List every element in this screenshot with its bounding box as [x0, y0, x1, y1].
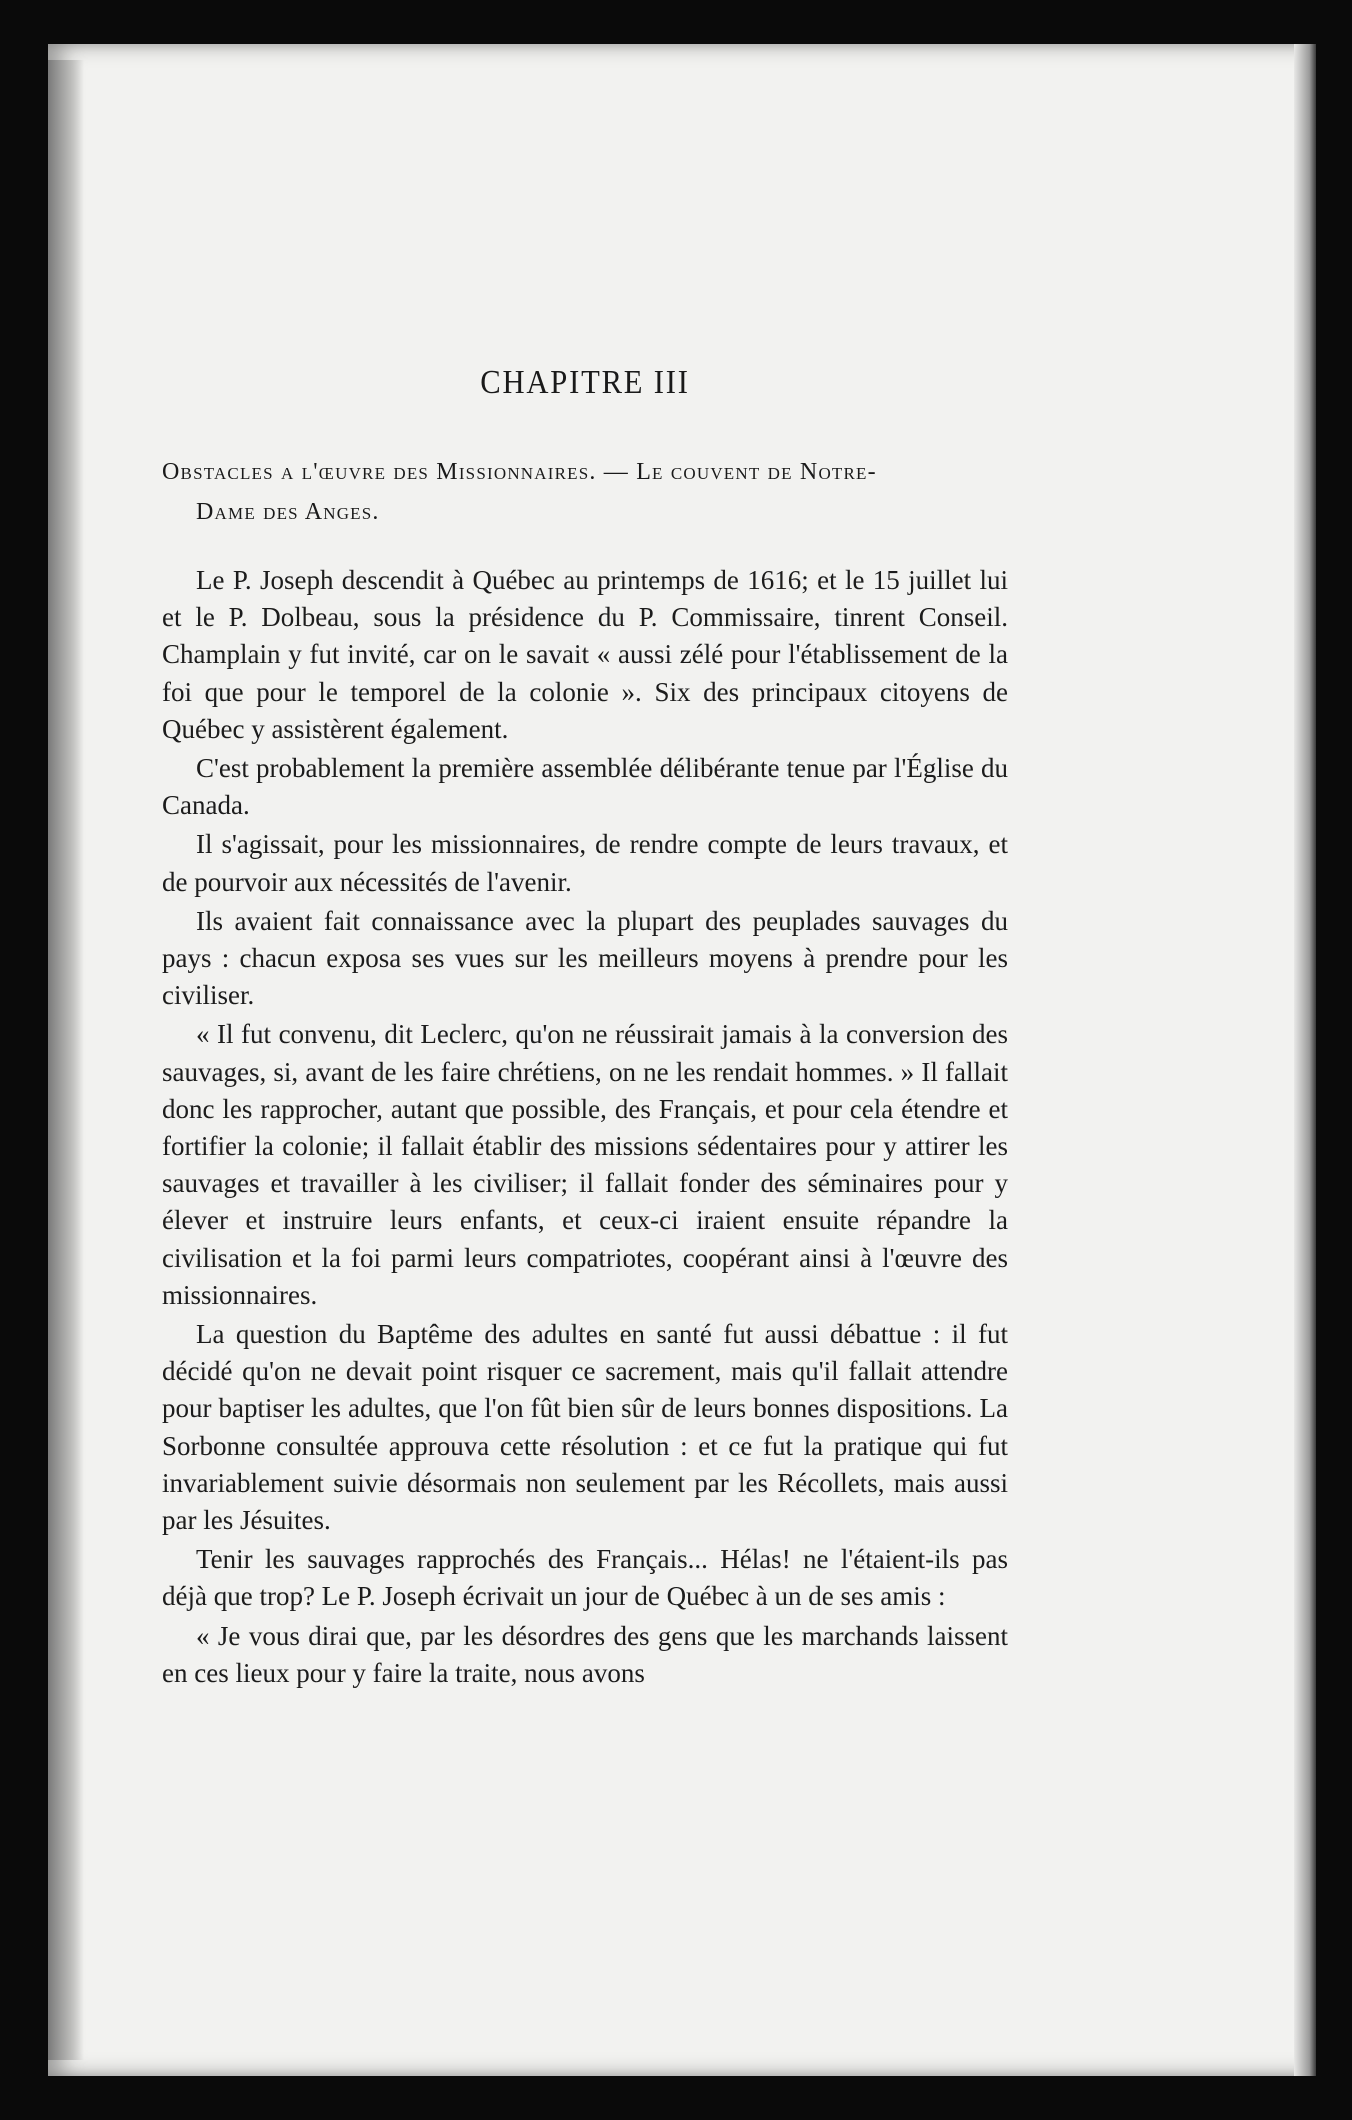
chapter-summary [162, 452, 1008, 532]
page-edge [1294, 44, 1316, 2076]
paragraph: Tenir les sauvages rapprochés des Français... Hélas! ne l'étaient-ils pas déjà que trop? Le P. Joseph écrivait un jour de Québec à un de ses amis : [162, 1544, 1008, 1612]
chapter-title: CHAPITRE III [480, 364, 690, 401]
paragraph: « Je vous dirai que, par les désordres des gens que les marchands laissent en ces lieux pour y faire la traite, nous avons [162, 1620, 1008, 1688]
chapter-summary-line-1: Obstacles a l'œuvre des Missionnaires. — Le couvent de Notre- [162, 459, 877, 485]
paragraph: Ils avaient fait connaissance avec la plupart des peuplades sauvages du pays : chacun exposa ses vues sur les meilleurs moyens à prendre pour les civiliser. [162, 905, 1008, 1011]
paragraph: C'est probablement la première assemblée délibérante tenue par l'Église du Canada. [162, 753, 1008, 821]
chapter-summary-line-2: Dame des Anges. [196, 499, 380, 525]
chapter-body [162, 562, 1008, 1694]
paragraph: Il s'agissait, pour les missionnaires, de rendre compte de leurs travaux, et de pourvoir aux nécessités de l'avenir. [162, 829, 1008, 897]
paragraph: La question du Baptême des adultes en santé fut aussi débattue : il fut décidé qu'on ne devait point risquer ce sacrement, mais qu'il fallait attendre pour baptiser les adultes, que l'on fût bien sûr de leurs bonnes dispositions. La Sorbonne consultée approuva cette résolution : et ce fut la pratique qui fut invariablement suivie désormais non seulement par les Récollets, mais aussi par les Jésuites. [162, 1319, 1008, 1536]
page-gutter [48, 60, 84, 2060]
paragraph: « Il fut convenu, dit Leclerc, qu'on ne réussirait jamais à la conversion des sauvages, si, avant de les faire chrétiens, on ne les rendait hommes. » Il fallait donc les rapprocher, autant que possible, des Français, et pour cela étendre et fortifier la colonie; il fallait établir des missions sédentaires pour y attirer les sauvages et travailler à les civiliser; il fallait fonder des séminaires pour y élever et instruire leurs enfants, et ceux-ci iraient ensuite répandre la civilisation et la foi parmi leurs compatriotes, coopérant ainsi à l'œuvre des missionnaires. [162, 1019, 1008, 1310]
paragraph: Le P. Joseph descendit à Québec au printemps de 1616; et le 15 juillet lui et le P. Dolbeau, sous la présidence du P. Commissaire, tinrent Conseil. Champlain y fut invité, car on le savait « aussi zélé pour l'établissement de la foi que pour le temporel de la colonie ». Six des principaux citoyens de Québec y assistèrent également. [162, 565, 1008, 744]
